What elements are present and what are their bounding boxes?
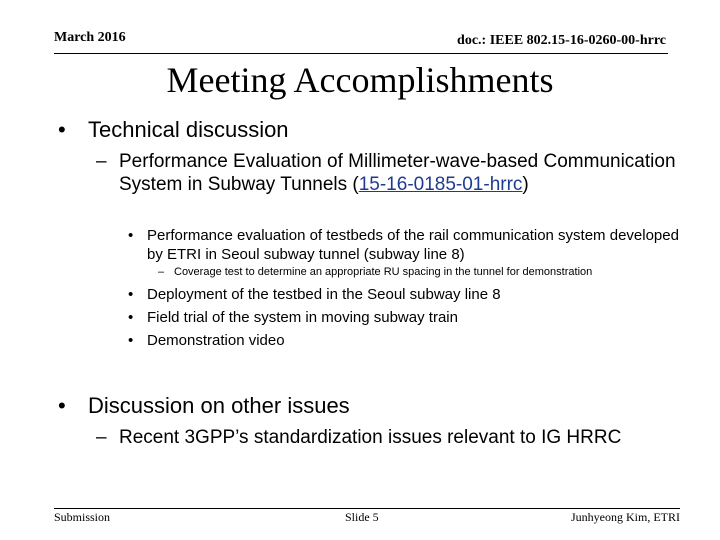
bullet-marker: • [58, 393, 66, 418]
bullet-other-issues [58, 393, 350, 419]
document-link[interactable]: 15-16-0185-01-hrrc [358, 174, 523, 195]
bullet-text [119, 150, 676, 196]
bullet-marker: • [128, 332, 134, 349]
bullet-text: Deployment of the testbed in the Seoul subway line 8 [147, 286, 501, 303]
bullet-marker: • [128, 227, 134, 244]
bullet-marker: – [158, 266, 165, 278]
footer-author: Junhyeong Kim, ETRI [571, 510, 680, 524]
bullet-text: Discussion on other issues [88, 393, 350, 418]
bullet-deployment [128, 285, 688, 304]
bullet-text: Performance evaluation of testbeds of the rail communication system developed by ETRI in Seoul subway tunnel (subway line 8) [147, 227, 679, 263]
footer-divider [54, 508, 680, 509]
bullet-coverage-test [158, 265, 592, 279]
bullet-performance-evaluation [96, 150, 676, 196]
bullet-text-prefix: Performance Evaluation of Millimeter-wave-based Communication System in Subway Tunnels ( [119, 151, 676, 195]
slide-title: Meeting Accomplishments [166, 60, 554, 100]
bullet-marker: • [128, 286, 134, 303]
header-date: March 2016 [54, 30, 126, 45]
bullet-marker: • [58, 117, 66, 142]
bullet-marker: – [96, 427, 107, 448]
bullet-text-suffix: ) [522, 174, 529, 195]
bullet-text: Demonstration video [147, 332, 285, 349]
header-divider [54, 53, 668, 54]
bullet-text: Recent 3GPP’s standardization issues relevant to IG HRRC [119, 427, 622, 448]
header-doc-id: doc.: IEEE 802.15-16-0260-00-hrrc [457, 33, 666, 48]
bullet-field-trial [128, 308, 688, 327]
bullet-3gpp-issues [96, 426, 676, 449]
bullet-marker: • [128, 309, 134, 326]
bullet-testbeds [128, 226, 688, 264]
footer-slide-number: Slide 5 [345, 510, 379, 524]
bullet-text: Coverage test to determine an appropriate RU spacing in the tunnel for demonstration [174, 266, 593, 278]
bullet-marker: – [96, 151, 107, 172]
bullet-demonstration-video [128, 331, 688, 350]
bullet-text: Field trial of the system in moving subway train [147, 309, 458, 326]
bullet-text: Technical discussion [88, 117, 289, 142]
bullet-technical-discussion [58, 117, 289, 143]
footer-submission: Submission [54, 510, 111, 524]
